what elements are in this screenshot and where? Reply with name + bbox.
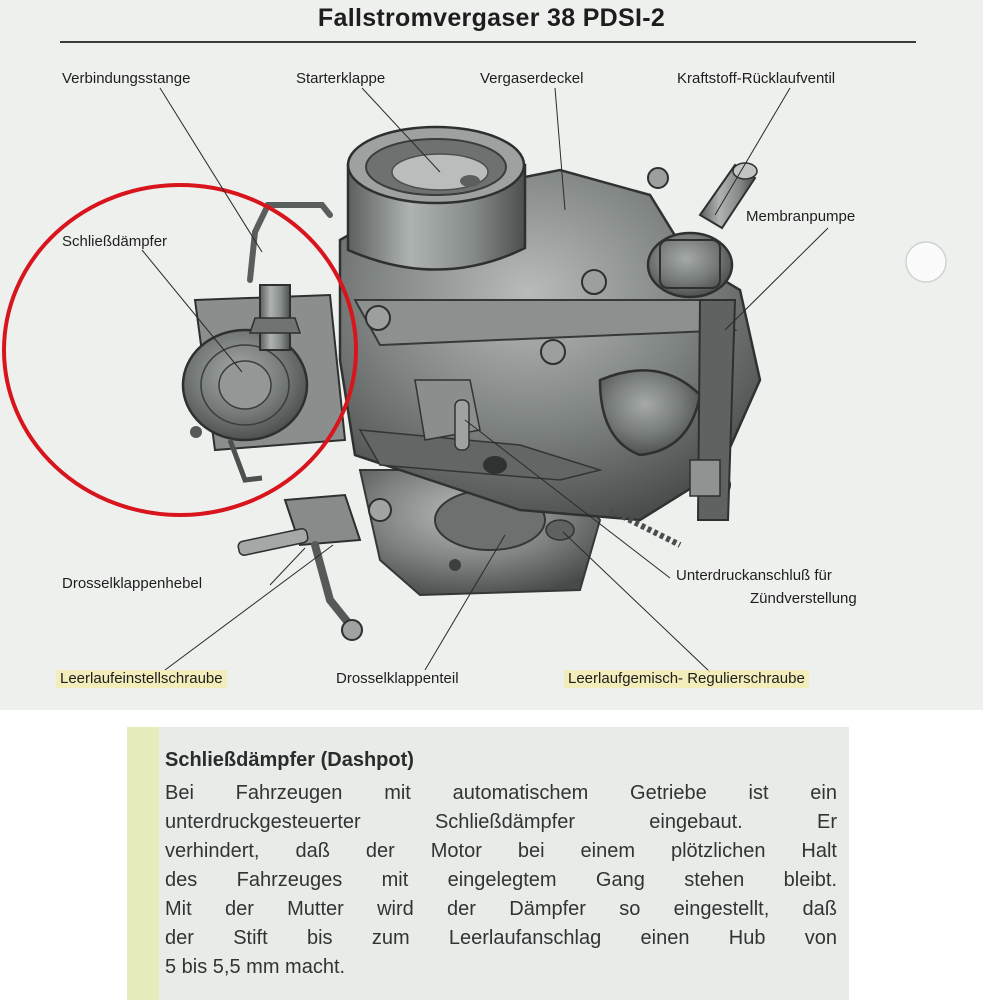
note-line: Mit der Mutter wird der Dämpfer so eingestellt, daß [165, 898, 837, 920]
note-line: 5 bis 5,5 mm macht. [165, 956, 346, 978]
note-line: Bei Fahrzeugen mit automatischem Getriebe ist ein [165, 782, 837, 804]
page-title: Fallstromvergaser 38 PDSI-2 [317, 4, 666, 32]
note-line: der Stift bis zum Leerlaufanschlag einen Hub von [165, 927, 837, 949]
label-drosselklappenteil: Drosselklappenteil [336, 670, 459, 687]
label-vergaserdeckel: Vergaserdeckel [480, 70, 584, 87]
label-starterklappe: Starterklappe [296, 70, 386, 87]
connecting-rod [250, 205, 330, 280]
punch-hole [906, 242, 946, 282]
label-zuendverstellung: Zündverstellung [750, 590, 857, 607]
note-line: verhindert, daß der Motor bei einem plötzlichen Halt [165, 840, 837, 862]
label-drosselklappenhebel: Drosselklappenhebel [62, 575, 203, 592]
label-unterdruckanschluss: Unterdruckanschluß für [676, 567, 832, 584]
label-kraftstoff-ruecklaufventil: Kraftstoff-Rücklaufventil [677, 70, 836, 87]
label-membranpumpe: Membranpumpe [746, 208, 856, 225]
label-leerlaufeinstellschraube: Leerlaufeinstellschraube [56, 670, 227, 688]
dashpot-note-box [127, 727, 849, 1000]
air-horn [348, 127, 525, 270]
label-verbindungsstange: Verbindungsstange [62, 70, 191, 87]
note-body [165, 779, 837, 982]
throttle-lever [237, 495, 391, 640]
note-heading: Schließdämpfer (Dashpot) [165, 749, 414, 771]
note-line: unterdruckgesteuerter Schließdämpfer eingebaut. Er [165, 811, 837, 833]
note-line: des Fahrzeuges mit eingelegtem Gang stehen bleibt. [165, 869, 837, 891]
label-schliessdaempfer: Schließdämpfer [62, 233, 168, 250]
label-leerlaufgemisch-regulierschraube: Leerlaufgemisch- Regulierschraube [564, 670, 809, 688]
